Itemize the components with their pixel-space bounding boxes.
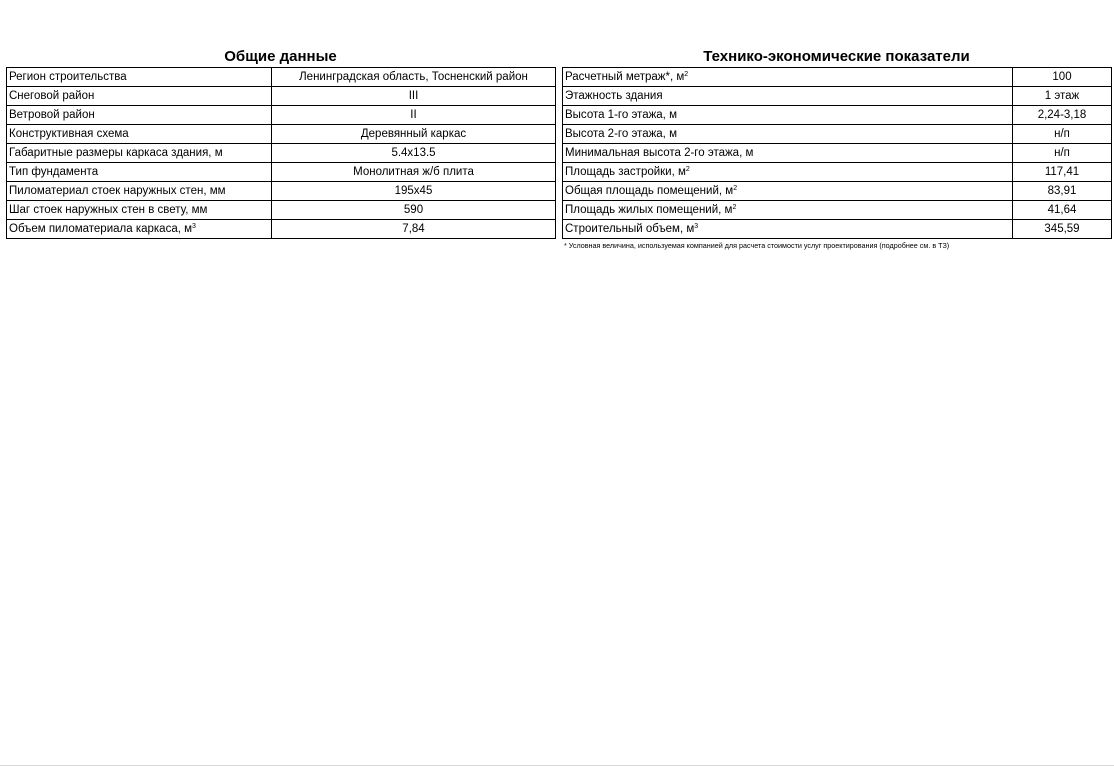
row-value: 83,91 (1013, 182, 1112, 201)
table-row (563, 201, 1112, 220)
row-label-cell (563, 144, 1013, 163)
row-value: 195x45 (272, 182, 556, 201)
table-row (563, 87, 1112, 106)
general-data-title: Общие данные (224, 48, 337, 65)
row-label-cell (7, 182, 272, 201)
row-value: 590 (272, 201, 556, 220)
indicators-table (562, 67, 1112, 239)
indicators-section (562, 46, 1111, 250)
row-label: Минимальная высота 2-го этажа, м (565, 147, 754, 159)
row-value: 7,84 (272, 220, 556, 239)
row-label-cell (563, 201, 1013, 220)
row-label: Шаг стоек наружных стен в свету, мм (9, 204, 208, 216)
row-value: 345,59 (1013, 220, 1112, 239)
row-label-cell (563, 106, 1013, 125)
unit-superscript: 2 (684, 71, 689, 78)
row-value: н/п (1013, 144, 1112, 163)
table-row (563, 125, 1112, 144)
row-label: Тип фундамента (9, 166, 99, 178)
row-value: Ленинградская область, Тосненский район (272, 68, 556, 87)
row-label-cell (7, 220, 272, 239)
table-row (563, 68, 1112, 87)
general-data-table (6, 67, 556, 239)
row-value: Деревянный каркас (272, 125, 556, 144)
row-label-cell (563, 87, 1013, 106)
row-label-cell (563, 163, 1013, 182)
table-row (7, 68, 556, 87)
row-label-cell (7, 87, 272, 106)
row-label: Ветровой район (9, 109, 95, 121)
row-label-cell (563, 68, 1013, 87)
table-row (563, 220, 1112, 239)
row-label: Высота 1-го этажа, м (565, 109, 677, 121)
table-row (7, 125, 556, 144)
table-row (7, 220, 556, 239)
general-data-section (6, 46, 555, 239)
indicators-footnote: * Условная величина, используемая компанией для расчета стоимости услуг проектирования (подробнее см. в ТЗ) (564, 241, 950, 250)
row-label-cell (7, 125, 272, 144)
unit-superscript: 2 (732, 204, 737, 211)
table-row (563, 144, 1112, 163)
row-label: Площадь жилых помещений, м (565, 204, 733, 216)
row-value: II (272, 106, 556, 125)
row-value: н/п (1013, 125, 1112, 144)
table-row (7, 182, 556, 201)
row-label: Регион строительства (9, 71, 127, 83)
row-value: 117,41 (1013, 163, 1112, 182)
table-row (7, 87, 556, 106)
row-label-cell (7, 201, 272, 220)
row-label: Площадь застройки, м (565, 166, 686, 178)
row-value: 2,24-3,18 (1013, 106, 1112, 125)
row-value: Монолитная ж/б плита (272, 163, 556, 182)
row-label: Высота 2-го этажа, м (565, 128, 677, 140)
row-label-cell (7, 144, 272, 163)
row-value: 1 этаж (1013, 87, 1112, 106)
table-row (563, 106, 1112, 125)
row-label: Пиломатериал стоек наружных стен, мм (9, 185, 226, 197)
table-row (563, 163, 1112, 182)
indicators-title: Технико-экономические показатели (703, 48, 970, 65)
row-label: Объем пиломатериала каркаса, м (9, 223, 193, 235)
row-label-cell (563, 125, 1013, 144)
row-value: 100 (1013, 68, 1112, 87)
row-label-cell (7, 68, 272, 87)
unit-superscript: 3 (694, 223, 699, 230)
row-label: Снеговой район (9, 90, 95, 102)
row-label: Расчетный метраж*, м (565, 71, 685, 83)
unit-superscript: 2 (685, 166, 690, 173)
table-row (7, 201, 556, 220)
table-row (7, 144, 556, 163)
row-value: III (272, 87, 556, 106)
row-label: Этажность здания (565, 90, 663, 102)
row-label: Общая площадь помещений, м (565, 185, 734, 197)
row-label-cell (7, 106, 272, 125)
unit-superscript: 2 (733, 185, 738, 192)
table-row (7, 163, 556, 182)
table-row (563, 182, 1112, 201)
row-value: 41,64 (1013, 201, 1112, 220)
row-label: Конструктивная схема (9, 128, 129, 140)
row-value: 5.4x13.5 (272, 144, 556, 163)
row-label: Строительный объем, м (565, 223, 695, 235)
row-label: Габаритные размеры каркаса здания, м (9, 147, 223, 159)
unit-superscript: 3 (192, 223, 196, 230)
row-label-cell (7, 163, 272, 182)
row-label-cell (563, 182, 1013, 201)
table-row (7, 106, 556, 125)
row-label-cell (563, 220, 1013, 239)
